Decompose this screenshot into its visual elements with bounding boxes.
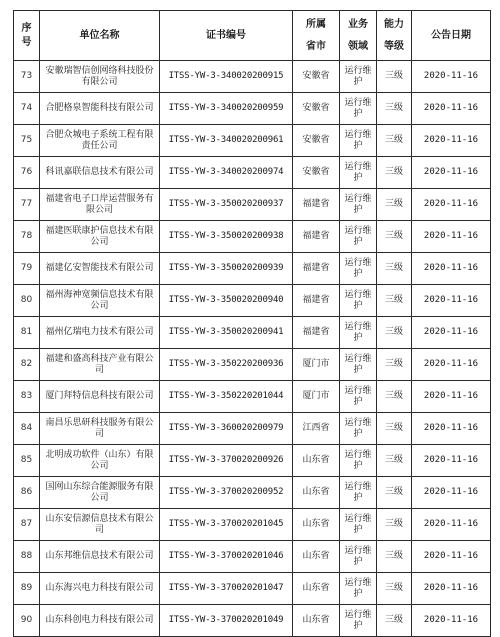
row-index: 74: [14, 93, 40, 125]
announcement-date: 2020-11-16: [412, 285, 491, 317]
table-row: [14, 61, 491, 93]
capability-level: 三级: [377, 349, 412, 381]
region: 安徽省: [293, 61, 340, 93]
header-index: [14, 11, 40, 61]
region: 山东省: [293, 509, 340, 541]
certificate-number: ITSS-YW-3-340020200915: [160, 61, 293, 93]
region: 山东省: [293, 605, 340, 637]
company-name: 山东海兴电力科技有限公司: [40, 573, 160, 605]
certificate-number: ITSS-YW-3-370020200952: [160, 477, 293, 509]
company-name: 福州亿瑞电力技术有限公司: [40, 317, 160, 349]
business-domain: 运行维护: [340, 125, 377, 157]
region: 山东省: [293, 541, 340, 573]
company-name: 合肥众城电子系统工程有限责任公司: [40, 125, 160, 157]
table-row: [14, 413, 491, 445]
certificate-table: [13, 10, 491, 637]
company-name: 山东邦维信息技术有限公司: [40, 541, 160, 573]
certificate-number: ITSS-YW-3-370020201049: [160, 605, 293, 637]
certificate-number: ITSS-YW-3-370020201046: [160, 541, 293, 573]
certificate-number: ITSS-YW-3-350020200937: [160, 189, 293, 221]
capability-level: 三级: [377, 445, 412, 477]
table-row: [14, 349, 491, 381]
announcement-date: 2020-11-16: [412, 349, 491, 381]
certificate-number: ITSS-YW-3-340020200959: [160, 93, 293, 125]
certificate-number: ITSS-YW-3-350020200940: [160, 285, 293, 317]
announcement-date: 2020-11-16: [412, 125, 491, 157]
row-index: 81: [14, 317, 40, 349]
company-name: 福建医联康护信息技术有限公司: [40, 221, 160, 253]
header-index-line2: 号: [21, 36, 32, 48]
business-domain: 运行维护: [340, 541, 377, 573]
company-name: 福建亿安智能技术有限公司: [40, 253, 160, 285]
capability-level: 三级: [377, 221, 412, 253]
region: 福建省: [293, 189, 340, 221]
capability-level: 三级: [377, 509, 412, 541]
row-index: 75: [14, 125, 40, 157]
capability-level: 三级: [377, 573, 412, 605]
table-row: [14, 125, 491, 157]
header-domain-line2: 领域: [348, 40, 368, 52]
row-index: 85: [14, 445, 40, 477]
business-domain: 运行维护: [340, 189, 377, 221]
table-row: [14, 157, 491, 189]
business-domain: 运行维护: [340, 477, 377, 509]
region: 福建省: [293, 253, 340, 285]
company-name: 安徽瑞智信创网络科技股份有限公司: [40, 61, 160, 93]
announcement-date: 2020-11-16: [412, 413, 491, 445]
business-domain: 运行维护: [340, 93, 377, 125]
header-level-line2: 等级: [384, 40, 404, 52]
announcement-date: 2020-11-16: [412, 477, 491, 509]
business-domain: 运行维护: [340, 157, 377, 189]
company-name: 山东安信源信息技术有限公司: [40, 509, 160, 541]
capability-level: 三级: [377, 93, 412, 125]
table-row: [14, 189, 491, 221]
table-row: [14, 605, 491, 637]
company-name: 福州海神宽频信息技术有限公司: [40, 285, 160, 317]
region: 福建省: [293, 221, 340, 253]
region: 安徽省: [293, 125, 340, 157]
certificate-number: ITSS-YW-3-340020200974: [160, 157, 293, 189]
certificate-number: ITSS-YW-3-370020201045: [160, 509, 293, 541]
header-region: [293, 11, 340, 61]
announcement-date: 2020-11-16: [412, 189, 491, 221]
capability-level: 三级: [377, 413, 412, 445]
company-name: 国网山东综合能源服务有限公司: [40, 477, 160, 509]
capability-level: 三级: [377, 605, 412, 637]
table-body: [14, 61, 491, 637]
company-name: 福建和盛高科技产业有限公司: [40, 349, 160, 381]
capability-level: 三级: [377, 125, 412, 157]
row-index: 73: [14, 61, 40, 93]
header-name: 单位名称: [40, 11, 160, 61]
region: 安徽省: [293, 157, 340, 189]
business-domain: 运行维护: [340, 221, 377, 253]
row-index: 76: [14, 157, 40, 189]
row-index: 82: [14, 349, 40, 381]
company-name: 合肥格泉智能科技有限公司: [40, 93, 160, 125]
row-index: 79: [14, 253, 40, 285]
certificate-number: ITSS-YW-3-350020200938: [160, 221, 293, 253]
row-index: 87: [14, 509, 40, 541]
announcement-date: 2020-11-16: [412, 381, 491, 413]
region: 福建省: [293, 317, 340, 349]
table-row: [14, 253, 491, 285]
announcement-date: 2020-11-16: [412, 605, 491, 637]
certificate-number: ITSS-YW-3-340020200961: [160, 125, 293, 157]
table-row: [14, 317, 491, 349]
certificate-number: ITSS-YW-3-360020200979: [160, 413, 293, 445]
capability-level: 三级: [377, 253, 412, 285]
header-index-line1: 序: [21, 22, 32, 34]
business-domain: 运行维护: [340, 285, 377, 317]
company-name: 山东科创电力科技有限公司: [40, 605, 160, 637]
region: 山东省: [293, 477, 340, 509]
table-row: [14, 541, 491, 573]
header-region-line1: 所属: [306, 18, 326, 30]
certificate-number: ITSS-YW-3-370020200926: [160, 445, 293, 477]
announcement-date: 2020-11-16: [412, 61, 491, 93]
row-index: 88: [14, 541, 40, 573]
announcement-date: 2020-11-16: [412, 221, 491, 253]
table-row: [14, 381, 491, 413]
certificate-number: ITSS-YW-3-370020201047: [160, 573, 293, 605]
announcement-date: 2020-11-16: [412, 541, 491, 573]
row-index: 77: [14, 189, 40, 221]
company-name: 南昌乐思研科技服务有限公司: [40, 413, 160, 445]
capability-level: 三级: [377, 61, 412, 93]
business-domain: 运行维护: [340, 317, 377, 349]
header-domain: [340, 11, 377, 61]
table-row: [14, 573, 491, 605]
business-domain: 运行维护: [340, 253, 377, 285]
header-region-line2: 省市: [306, 40, 326, 52]
header-level-line1: 能力: [384, 18, 404, 30]
header-cert-no: 证书编号: [160, 11, 293, 61]
row-index: 89: [14, 573, 40, 605]
table-row: [14, 477, 491, 509]
header-level: [377, 11, 412, 61]
certificate-number: ITSS-YW-3-350020200941: [160, 317, 293, 349]
region: 福建省: [293, 285, 340, 317]
company-name: 福建省电子口岸运营服务有限公司: [40, 189, 160, 221]
company-name: 科讯嘉联信息技术有限公司: [40, 157, 160, 189]
table-row: [14, 93, 491, 125]
announcement-date: 2020-11-16: [412, 253, 491, 285]
table-row: [14, 221, 491, 253]
company-name: 北明成功软件（山东）有限公司: [40, 445, 160, 477]
capability-level: 三级: [377, 477, 412, 509]
header-row: [14, 11, 491, 61]
business-domain: 运行维护: [340, 349, 377, 381]
announcement-date: 2020-11-16: [412, 445, 491, 477]
region: 江西省: [293, 413, 340, 445]
business-domain: 运行维护: [340, 573, 377, 605]
business-domain: 运行维护: [340, 605, 377, 637]
row-index: 86: [14, 477, 40, 509]
announcement-date: 2020-11-16: [412, 93, 491, 125]
business-domain: 运行维护: [340, 413, 377, 445]
certificate-number: ITSS-YW-3-350220200936: [160, 349, 293, 381]
capability-level: 三级: [377, 157, 412, 189]
row-index: 90: [14, 605, 40, 637]
row-index: 80: [14, 285, 40, 317]
row-index: 78: [14, 221, 40, 253]
announcement-date: 2020-11-16: [412, 573, 491, 605]
certificate-number: ITSS-YW-3-350220201044: [160, 381, 293, 413]
row-index: 84: [14, 413, 40, 445]
capability-level: 三级: [377, 381, 412, 413]
table-row: [14, 445, 491, 477]
certificate-number: ITSS-YW-3-350020200939: [160, 253, 293, 285]
region: 厦门市: [293, 381, 340, 413]
capability-level: 三级: [377, 189, 412, 221]
company-name: 厦门拜特信息科技有限公司: [40, 381, 160, 413]
business-domain: 运行维护: [340, 445, 377, 477]
capability-level: 三级: [377, 541, 412, 573]
region: 山东省: [293, 445, 340, 477]
announcement-date: 2020-11-16: [412, 509, 491, 541]
header-domain-line1: 业务: [348, 18, 368, 30]
capability-level: 三级: [377, 285, 412, 317]
business-domain: 运行维护: [340, 61, 377, 93]
announcement-date: 2020-11-16: [412, 157, 491, 189]
table-row: [14, 509, 491, 541]
row-index: 83: [14, 381, 40, 413]
table-row: [14, 285, 491, 317]
business-domain: 运行维护: [340, 509, 377, 541]
region: 厦门市: [293, 349, 340, 381]
header-date: 公告日期: [412, 11, 491, 61]
business-domain: 运行维护: [340, 381, 377, 413]
capability-level: 三级: [377, 317, 412, 349]
announcement-date: 2020-11-16: [412, 317, 491, 349]
region: 安徽省: [293, 93, 340, 125]
region: 山东省: [293, 573, 340, 605]
